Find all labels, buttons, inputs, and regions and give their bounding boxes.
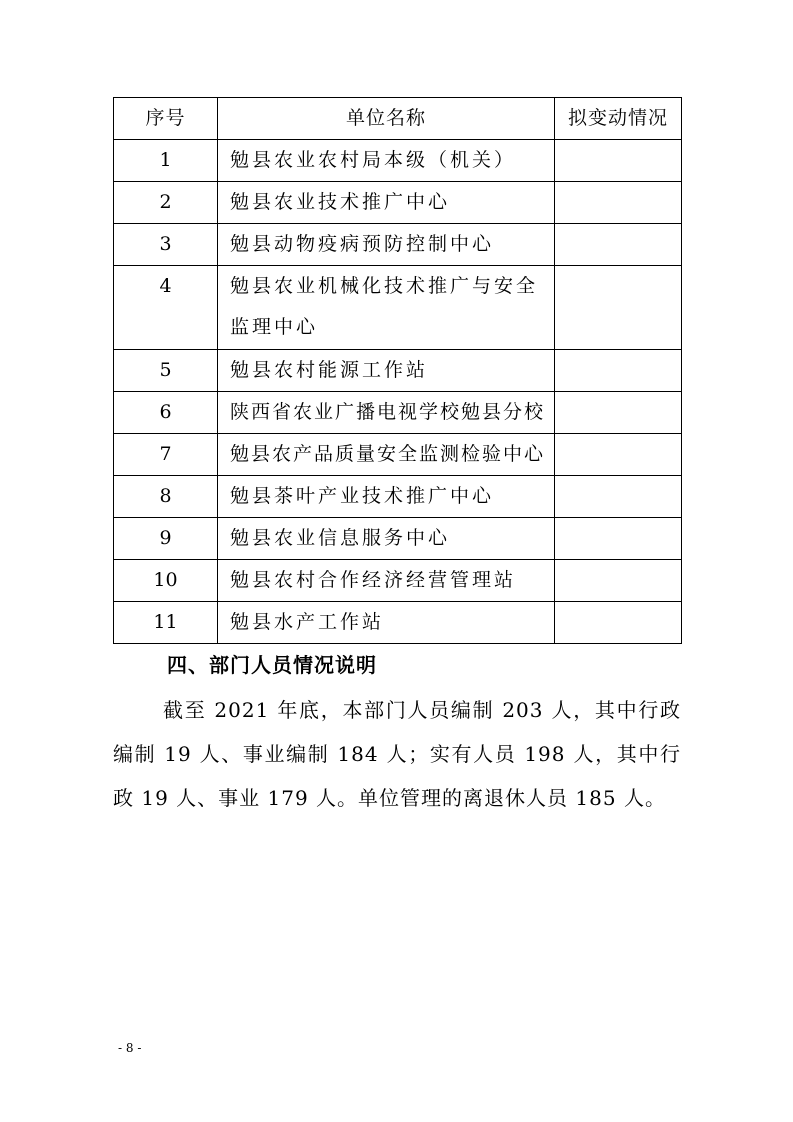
row-change xyxy=(555,434,682,476)
table-row xyxy=(114,224,682,266)
row-change xyxy=(555,350,682,392)
page-number: - 8 - xyxy=(118,1041,142,1055)
table-row xyxy=(114,518,682,560)
row-change xyxy=(555,560,682,602)
row-change xyxy=(555,182,682,224)
row-unit-name: 勉县水产工作站 xyxy=(218,602,555,644)
row-change xyxy=(555,140,682,182)
row-unit-name: 勉县农村能源工作站 xyxy=(218,350,555,392)
row-unit-name: 勉县农村合作经济经营管理站 xyxy=(218,560,555,602)
row-change xyxy=(555,392,682,434)
row-change xyxy=(555,266,682,350)
row-seq: 1 xyxy=(114,140,218,182)
row-seq: 9 xyxy=(114,518,218,560)
row-seq: 11 xyxy=(114,602,218,644)
row-seq: 5 xyxy=(114,350,218,392)
row-unit-name: 勉县动物疫病预防控制中心 xyxy=(218,224,555,266)
row-unit-name: 勉县茶叶产业技术推广中心 xyxy=(218,476,555,518)
row-seq: 2 xyxy=(114,182,218,224)
row-change xyxy=(555,602,682,644)
row-seq: 6 xyxy=(114,392,218,434)
row-change xyxy=(555,476,682,518)
header-seq: 序号 xyxy=(114,98,218,140)
table-row xyxy=(114,434,682,476)
row-unit-name: 陕西省农业广播电视学校勉县分校 xyxy=(218,392,555,434)
row-change xyxy=(555,518,682,560)
row-seq: 10 xyxy=(114,560,218,602)
table-row xyxy=(114,476,682,518)
table-header-row xyxy=(114,98,682,140)
table-row xyxy=(114,266,682,350)
row-seq: 4 xyxy=(114,266,218,350)
table-row xyxy=(114,392,682,434)
row-seq: 7 xyxy=(114,434,218,476)
unit-table xyxy=(113,97,682,644)
row-unit-name: 勉县农业技术推广中心 xyxy=(218,182,555,224)
row-unit-name: 勉县农业机械化技术推广与安全监理中心 xyxy=(218,266,555,350)
table-row xyxy=(114,602,682,644)
table-row xyxy=(114,182,682,224)
table-row xyxy=(114,140,682,182)
header-unit-name: 单位名称 xyxy=(218,98,555,140)
row-seq: 8 xyxy=(114,476,218,518)
row-unit-name: 勉县农业农村局本级（机关） xyxy=(218,140,555,182)
row-unit-name: 勉县农业信息服务中心 xyxy=(218,518,555,560)
header-change: 拟变动情况 xyxy=(555,98,682,140)
row-change xyxy=(555,224,682,266)
table-row xyxy=(114,350,682,392)
section-heading: 四、部门人员情况说明 xyxy=(167,653,377,677)
staffing-paragraph: 截至 2021 年底，本部门人员编制 203 人，其中行政编制 19 人、事业编制 184 人；实有人员 198 人，其中行政 19 人、事业 179 人。单位管理的离退休人员 185 人。 xyxy=(113,698,681,810)
table-row xyxy=(114,560,682,602)
row-unit-name: 勉县农产品质量安全监测检验中心 xyxy=(218,434,555,476)
row-seq: 3 xyxy=(114,224,218,266)
